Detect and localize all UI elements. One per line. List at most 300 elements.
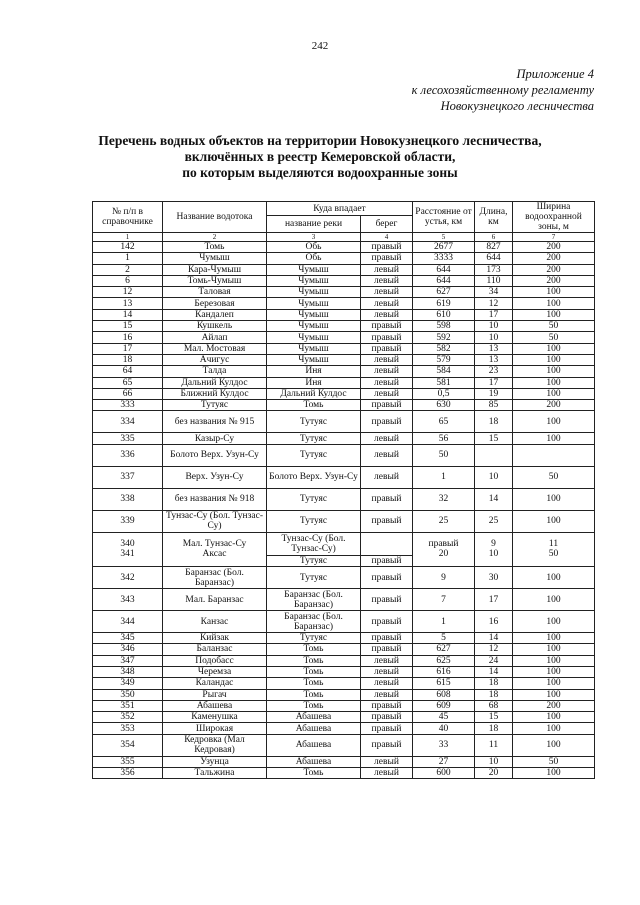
cell-width: 100 (513, 678, 595, 689)
cell-name: Рыгач (163, 689, 267, 700)
title-line-2: включённых в реестр Кемеровской области, (184, 149, 456, 164)
cell-distance: 592 (413, 332, 475, 343)
appendix-heading (412, 66, 594, 114)
cell-river: Томь (267, 689, 361, 700)
cell-distance: 630 (413, 400, 475, 411)
cell-num (93, 532, 163, 566)
cell-bank: левый (361, 275, 413, 286)
table-row (93, 510, 595, 532)
cell-river: Баранзас (Бол. Баранзас) (267, 589, 361, 611)
cell-num: 339 (93, 510, 163, 532)
cell-length: 19 (475, 388, 513, 399)
header-length: Длина, км (475, 202, 513, 233)
cell-distance: 644 (413, 264, 475, 275)
cell-length (475, 532, 513, 566)
cell-dist-341: 20 (438, 549, 449, 560)
cell-distance: 40 (413, 723, 475, 734)
table-row (93, 756, 595, 767)
cell-river: Чумыш (267, 298, 361, 309)
cell-river: Иня (267, 366, 361, 377)
table-row (93, 589, 595, 611)
table-row (93, 433, 595, 444)
table-row (93, 309, 595, 320)
appendix-line-1: Приложение 4 (516, 67, 594, 81)
cell-length: 10 (475, 466, 513, 488)
cell-distance: 56 (413, 433, 475, 444)
cell-num: 1 (93, 253, 163, 264)
cell-num-340: 340 (120, 539, 135, 550)
cell-bank: левый (361, 354, 413, 365)
appendix-line-3: Новокузнецкого лесничества (440, 99, 594, 113)
header-flows-into: Куда впадает (267, 202, 413, 216)
cell-river: Томь (267, 768, 361, 779)
cell-name: Мал. Мостовая (163, 343, 267, 354)
cell-num: 356 (93, 768, 163, 779)
cell-bank: правый (361, 510, 413, 532)
cell-distance: 3333 (413, 253, 475, 264)
cell-bank: правый (361, 332, 413, 343)
column-number: 7 (513, 233, 595, 242)
cell-length: 18 (475, 678, 513, 689)
cell-width: 100 (513, 510, 595, 532)
cell-num: 336 (93, 444, 163, 466)
table-row (93, 388, 595, 399)
cell-name: Канзас (163, 611, 267, 633)
cell-distance: 45 (413, 712, 475, 723)
cell-name: Кушкель (163, 321, 267, 332)
cell-length: 20 (475, 768, 513, 779)
cell-width: 100 (513, 768, 595, 779)
cell-bank: правый (361, 700, 413, 711)
cell-bank: левый (361, 756, 413, 767)
cell-name: Баланзас (163, 644, 267, 655)
table-row (93, 321, 595, 332)
cell-num: 352 (93, 712, 163, 723)
cell-length: 14 (475, 633, 513, 644)
cell-river-340: Тунзас-Су (Бол. Тунзас-Су) (267, 532, 361, 555)
cell-river: Обь (267, 242, 361, 253)
cell-length: 13 (475, 354, 513, 365)
cell-width: 50 (513, 321, 595, 332)
cell-river: Томь (267, 700, 361, 711)
cell-width: 100 (513, 655, 595, 666)
cell-river: Чумыш (267, 332, 361, 343)
cell-distance: 27 (413, 756, 475, 767)
cell-length: 12 (475, 644, 513, 655)
cell-bank: левый (361, 298, 413, 309)
cell-bank: правый (361, 723, 413, 734)
column-number: 6 (475, 233, 513, 242)
cell-distance: 65 (413, 411, 475, 433)
cell-river: Томь (267, 666, 361, 677)
cell-width-340: 11 (548, 539, 559, 550)
table-row (93, 466, 595, 488)
cell-bank: левый (361, 287, 413, 298)
table-row (93, 332, 595, 343)
cell-length: 110 (475, 275, 513, 286)
cell-width: 100 (513, 377, 595, 388)
cell-bank: левый (361, 309, 413, 320)
table-row (93, 723, 595, 734)
cell-length: 18 (475, 411, 513, 433)
cell-distance: 1 (413, 466, 475, 488)
cell-length: 16 (475, 611, 513, 633)
table-body-part-1 (93, 242, 595, 533)
cell-bank: левый (361, 264, 413, 275)
cell-num: 349 (93, 678, 163, 689)
cell-num: 13 (93, 298, 163, 309)
header-width: Ширина водоохранной зоны, м (513, 202, 595, 233)
cell-name: Болото Верх. Узун-Су (163, 444, 267, 466)
cell-distance (413, 532, 475, 566)
cell-num: 353 (93, 723, 163, 734)
cell-bank: правый (361, 488, 413, 510)
cell-name: Чумыш (163, 253, 267, 264)
cell-bank: левый (361, 366, 413, 377)
cell-width-341: 50 (548, 549, 559, 560)
cell-num: 17 (93, 343, 163, 354)
cell-width (513, 444, 595, 466)
cell-name: Тунзас-Су (Бол. Тунзас-Су) (163, 510, 267, 532)
cell-bank: правый (361, 567, 413, 589)
cell-distance: 7 (413, 589, 475, 611)
cell-name: Ачигус (163, 354, 267, 365)
cell-width: 100 (513, 712, 595, 723)
table-row (93, 488, 595, 510)
cell-river: Тутуяс (267, 510, 361, 532)
cell-name: Тутуяс (163, 400, 267, 411)
cell-width: 100 (513, 734, 595, 756)
cell-distance: 609 (413, 700, 475, 711)
cell-river: Томь (267, 678, 361, 689)
cell-width: 200 (513, 400, 595, 411)
column-number: 2 (163, 233, 267, 242)
cell-name: Томь (163, 242, 267, 253)
cell-width: 100 (513, 567, 595, 589)
cell-dist-340: правый (428, 539, 459, 550)
cell-length: 17 (475, 589, 513, 611)
cell-length: 15 (475, 712, 513, 723)
cell-num: 142 (93, 242, 163, 253)
cell-width: 100 (513, 366, 595, 377)
table-row (93, 712, 595, 723)
header-bank: берег (361, 216, 413, 233)
cell-length: 30 (475, 567, 513, 589)
cell-name: Верх. Узун-Су (163, 466, 267, 488)
cell-bank-341: правый (361, 555, 413, 566)
table-body-part-2 (93, 567, 595, 779)
cell-river-341: Тутуяс (267, 555, 361, 566)
cell-width: 200 (513, 700, 595, 711)
header-num: № п/п в справочнике (93, 202, 163, 233)
cell-width: 100 (513, 488, 595, 510)
cell-name: Дальний Кулдос (163, 377, 267, 388)
cell-river: Чумыш (267, 264, 361, 275)
cell-bank: левый (361, 377, 413, 388)
table-row (93, 567, 595, 589)
cell-num: 334 (93, 411, 163, 433)
cell-num: 15 (93, 321, 163, 332)
cell-num: 66 (93, 388, 163, 399)
table-row (93, 400, 595, 411)
cell-num: 18 (93, 354, 163, 365)
cell-name: Кара-Чумыш (163, 264, 267, 275)
table-row (93, 275, 595, 286)
cell-width: 200 (513, 275, 595, 286)
cell-num: 346 (93, 644, 163, 655)
cell-width: 200 (513, 242, 595, 253)
cell-length: 10 (475, 321, 513, 332)
cell-width: 50 (513, 756, 595, 767)
table-row (93, 366, 595, 377)
cell-distance: 50 (413, 444, 475, 466)
cell-bank: правый (361, 644, 413, 655)
cell-distance: 0,5 (413, 388, 475, 399)
cell-name: Айлап (163, 332, 267, 343)
title-line-1: Перечень водных объектов на территории Новокузнецкого лесничества, (98, 133, 542, 148)
cell-name: Таловая (163, 287, 267, 298)
cell-name (163, 532, 267, 566)
table-row (93, 444, 595, 466)
column-number-row (93, 233, 595, 242)
document-title (0, 133, 640, 181)
cell-width: 200 (513, 264, 595, 275)
cell-river: Абашева (267, 734, 361, 756)
cell-len-340: 9 (491, 539, 496, 550)
cell-distance: 1 (413, 611, 475, 633)
cell-distance: 644 (413, 275, 475, 286)
cell-bank: левый (361, 689, 413, 700)
cell-length: 644 (475, 253, 513, 264)
cell-name: Тальжина (163, 768, 267, 779)
cell-river: Иня (267, 377, 361, 388)
cell-name: Каменушка (163, 712, 267, 723)
cell-length: 11 (475, 734, 513, 756)
cell-num: 344 (93, 611, 163, 633)
cell-bank: правый (361, 253, 413, 264)
cell-river: Абашева (267, 756, 361, 767)
cell-river: Чумыш (267, 287, 361, 298)
cell-bank: левый (361, 388, 413, 399)
cell-distance: 627 (413, 644, 475, 655)
cell-num: 343 (93, 589, 163, 611)
cell-length: 18 (475, 723, 513, 734)
cell-length: 85 (475, 400, 513, 411)
cell-name: Подобасс (163, 655, 267, 666)
cell-width: 100 (513, 343, 595, 354)
table-body-merged-rows (93, 532, 595, 566)
cell-num: 335 (93, 433, 163, 444)
cell-distance: 584 (413, 366, 475, 377)
cell-river: Тутуяс (267, 633, 361, 644)
cell-width: 100 (513, 433, 595, 444)
cell-distance: 627 (413, 287, 475, 298)
cell-distance: 615 (413, 678, 475, 689)
table-row (93, 343, 595, 354)
cell-num: 338 (93, 488, 163, 510)
cell-num: 348 (93, 666, 163, 677)
cell-river: Чумыш (267, 309, 361, 320)
cell-distance: 32 (413, 488, 475, 510)
cell-num: 16 (93, 332, 163, 343)
cell-num: 342 (93, 567, 163, 589)
cell-name: Мал. Баранзас (163, 589, 267, 611)
cell-river: Тутуяс (267, 411, 361, 433)
cell-river: Абашева (267, 712, 361, 723)
page-number: 242 (311, 40, 329, 52)
cell-length: 18 (475, 689, 513, 700)
cell-num: 12 (93, 287, 163, 298)
cell-bank: левый (361, 655, 413, 666)
cell-bank: правый (361, 400, 413, 411)
cell-bank: левый (361, 678, 413, 689)
cell-num: 355 (93, 756, 163, 767)
cell-name: Талда (163, 366, 267, 377)
cell-length: 12 (475, 298, 513, 309)
table-row (93, 734, 595, 756)
cell-distance: 610 (413, 309, 475, 320)
cell-num: 14 (93, 309, 163, 320)
cell-bank: левый (361, 666, 413, 677)
cell-length: 24 (475, 655, 513, 666)
cell-name: Абашева (163, 700, 267, 711)
cell-width: 50 (513, 466, 595, 488)
cell-length: 827 (475, 242, 513, 253)
column-number: 4 (361, 233, 413, 242)
header-name: Название водотока (163, 202, 267, 233)
cell-num: 347 (93, 655, 163, 666)
cell-river: Тутуяс (267, 567, 361, 589)
cell-width: 100 (513, 723, 595, 734)
cell-bank: правый (361, 633, 413, 644)
cell-name: Кийзак (163, 633, 267, 644)
cell-distance: 600 (413, 768, 475, 779)
cell-length: 15 (475, 433, 513, 444)
cell-river: Томь (267, 400, 361, 411)
cell-width: 200 (513, 253, 595, 264)
cell-name: Широкая (163, 723, 267, 734)
cell-length: 34 (475, 287, 513, 298)
table-row (93, 666, 595, 677)
cell-distance: 9 (413, 567, 475, 589)
column-number: 1 (93, 233, 163, 242)
cell-bank: левый (361, 433, 413, 444)
cell-distance: 598 (413, 321, 475, 332)
cell-length (475, 444, 513, 466)
cell-name: Черемза (163, 666, 267, 677)
cell-river: Чумыш (267, 343, 361, 354)
cell-river: Абашева (267, 723, 361, 734)
cell-river: Дальний Кулдос (267, 388, 361, 399)
cell-name: Березовая (163, 298, 267, 309)
header-distance: Расстояние от устья, км (413, 202, 475, 233)
cell-name: Кедровка (Мал Кедровая) (163, 734, 267, 756)
cell-bank: правый (361, 321, 413, 332)
cell-distance: 619 (413, 298, 475, 309)
cell-distance: 2677 (413, 242, 475, 253)
cell-width: 100 (513, 689, 595, 700)
cell-river: Томь (267, 655, 361, 666)
cell-width: 100 (513, 589, 595, 611)
table-row (93, 689, 595, 700)
table-row (93, 377, 595, 388)
cell-bank-340 (361, 532, 413, 555)
cell-length: 68 (475, 700, 513, 711)
cell-len-341: 10 (488, 549, 499, 560)
cell-width: 100 (513, 287, 595, 298)
cell-bank: правый (361, 589, 413, 611)
table-row (93, 287, 595, 298)
cell-distance: 579 (413, 354, 475, 365)
cell-bank: левый (361, 444, 413, 466)
cell-bank: правый (361, 734, 413, 756)
cell-river: Баранзас (Бол. Баранзас) (267, 611, 361, 633)
cell-length: 173 (475, 264, 513, 275)
cell-river: Обь (267, 253, 361, 264)
header-river-name: название реки (267, 216, 361, 233)
cell-river: Чумыш (267, 354, 361, 365)
cell-length: 14 (475, 488, 513, 510)
cell-distance: 581 (413, 377, 475, 388)
table-row (93, 633, 595, 644)
cell-num: 351 (93, 700, 163, 711)
cell-distance: 5 (413, 633, 475, 644)
cell-name: Ближний Кулдос (163, 388, 267, 399)
cell-name: без названия № 915 (163, 411, 267, 433)
cell-bank: правый (361, 242, 413, 253)
cell-length: 25 (475, 510, 513, 532)
cell-length: 17 (475, 377, 513, 388)
cell-distance: 25 (413, 510, 475, 532)
cell-num: 350 (93, 689, 163, 700)
cell-river: Чумыш (267, 275, 361, 286)
title-line-3: по которым выделяются водоохранные зоны (182, 165, 458, 180)
cell-bank: правый (361, 343, 413, 354)
cell-bank: левый (361, 466, 413, 488)
table-row (93, 700, 595, 711)
table-row (93, 354, 595, 365)
cell-bank: правый (361, 411, 413, 433)
cell-name: Кандалеп (163, 309, 267, 320)
table-row (93, 611, 595, 633)
table-row (93, 655, 595, 666)
table-row (93, 678, 595, 689)
cell-river: Тутуяс (267, 488, 361, 510)
table-row (93, 298, 595, 309)
cell-width: 50 (513, 332, 595, 343)
cell-width: 100 (513, 298, 595, 309)
table-row (93, 264, 595, 275)
cell-distance: 608 (413, 689, 475, 700)
water-bodies-table (92, 201, 595, 779)
cell-river: Болото Верх. Узун-Су (267, 466, 361, 488)
cell-river: Тутуяс (267, 444, 361, 466)
column-number: 5 (413, 233, 475, 242)
cell-length: 13 (475, 343, 513, 354)
cell-length: 10 (475, 756, 513, 767)
column-number: 3 (267, 233, 361, 242)
cell-name: Томь-Чумыш (163, 275, 267, 286)
cell-name: Каландас (163, 678, 267, 689)
cell-river: Томь (267, 644, 361, 655)
cell-width: 100 (513, 411, 595, 433)
cell-river: Тутуяс (267, 433, 361, 444)
cell-name: без названия № 918 (163, 488, 267, 510)
cell-name-341: Аксас (202, 549, 227, 560)
cell-num: 2 (93, 264, 163, 275)
cell-num: 6 (93, 275, 163, 286)
cell-distance: 33 (413, 734, 475, 756)
